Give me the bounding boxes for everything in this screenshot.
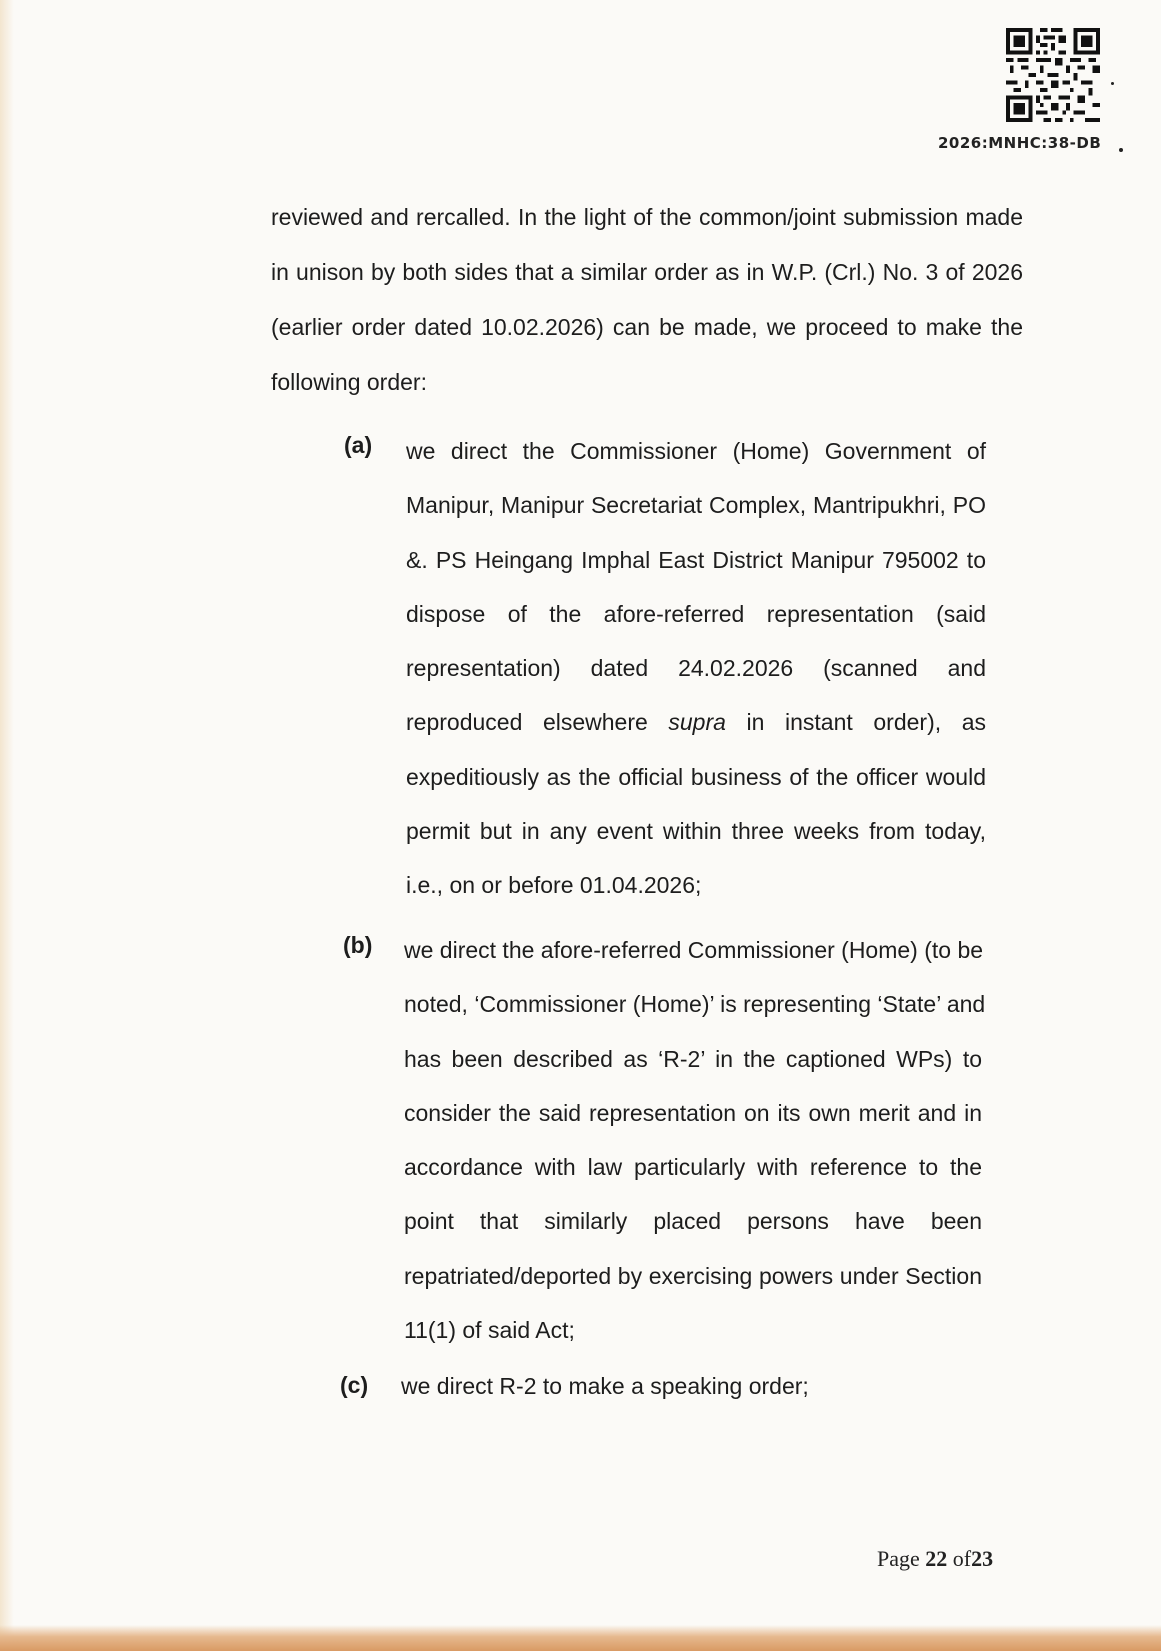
text-line: consider the said representation on its own merit and in: [404, 1099, 982, 1126]
qr-code-icon: [1006, 28, 1100, 122]
scan-speck: [1111, 82, 1114, 85]
text-line: repatriated/deported by exercising powers under Section: [404, 1262, 982, 1289]
text-line: (earlier order dated 10.02.2026) can be made, we proceed to make the: [271, 314, 1023, 340]
line-head: reproduced elsewhere: [406, 709, 669, 736]
text-line: we direct the afore-referred Commissioner (Home) (to be: [404, 937, 984, 963]
item-marker: (a): [344, 432, 373, 458]
text-line: in unison by both sides that a similar order as in W.P. (Crl.) No. 3 of 2026: [271, 259, 1023, 285]
page-total: 23: [971, 1546, 994, 1571]
item-marker: (c): [340, 1372, 369, 1398]
text-line: accordance with law particularly with reference to the: [404, 1154, 982, 1181]
item-body: [406, 424, 986, 913]
text-line: i.e., on or before 01.04.2026;: [406, 872, 702, 899]
text-line: 11(1) of said Act;: [404, 1317, 575, 1344]
page-label: Page: [877, 1546, 920, 1571]
scan-bottom-border: [0, 1625, 1161, 1651]
text-line: Manipur, Manipur Secretariat Complex, Mantripukhri, PO: [406, 492, 986, 519]
text-line: permit but in any event within three weeks from today,: [406, 818, 986, 845]
text-line: expeditiously as the official business of the officer would: [406, 763, 986, 790]
page-current: 22: [925, 1546, 948, 1571]
text-line: representation) dated 24.02.2026 (scanned and: [406, 655, 986, 682]
text-line: noted, ‘Commissioner (Home)’ is representing ‘State’ and: [404, 991, 986, 1018]
item-body: [401, 1359, 981, 1413]
scan-speck: [1119, 148, 1123, 152]
text-line: following order:: [271, 369, 427, 395]
scan-edge-shadow: [0, 0, 14, 1651]
page-number: [877, 1546, 993, 1572]
italic-word: supra: [668, 709, 726, 736]
neutral-citation: 2026:MNHC:38-DB: [938, 134, 1102, 152]
item-marker: (b): [343, 932, 373, 958]
text-line: point that similarly placed persons have been: [404, 1208, 982, 1235]
text-line: we direct the Commissioner (Home) Government of: [406, 438, 986, 464]
of-label: of: [952, 1546, 972, 1571]
text-line: we direct R-2 to make a speaking order;: [401, 1373, 809, 1399]
item-body: [404, 923, 986, 1357]
line-tail: in instant order), as: [725, 709, 986, 736]
intro-paragraph: [271, 190, 1023, 410]
text-line: &. PS Heingang Imphal East District Manipur 795002 to: [406, 546, 986, 573]
text-line-with-italic: [406, 695, 986, 749]
text-line: has been described as ‘R-2’ in the captioned WPs) to: [404, 1045, 982, 1072]
text-line: reviewed and rercalled. In the light of the common/joint submission made: [271, 204, 1023, 230]
text-line: dispose of the afore-referred representation (said: [406, 600, 986, 627]
